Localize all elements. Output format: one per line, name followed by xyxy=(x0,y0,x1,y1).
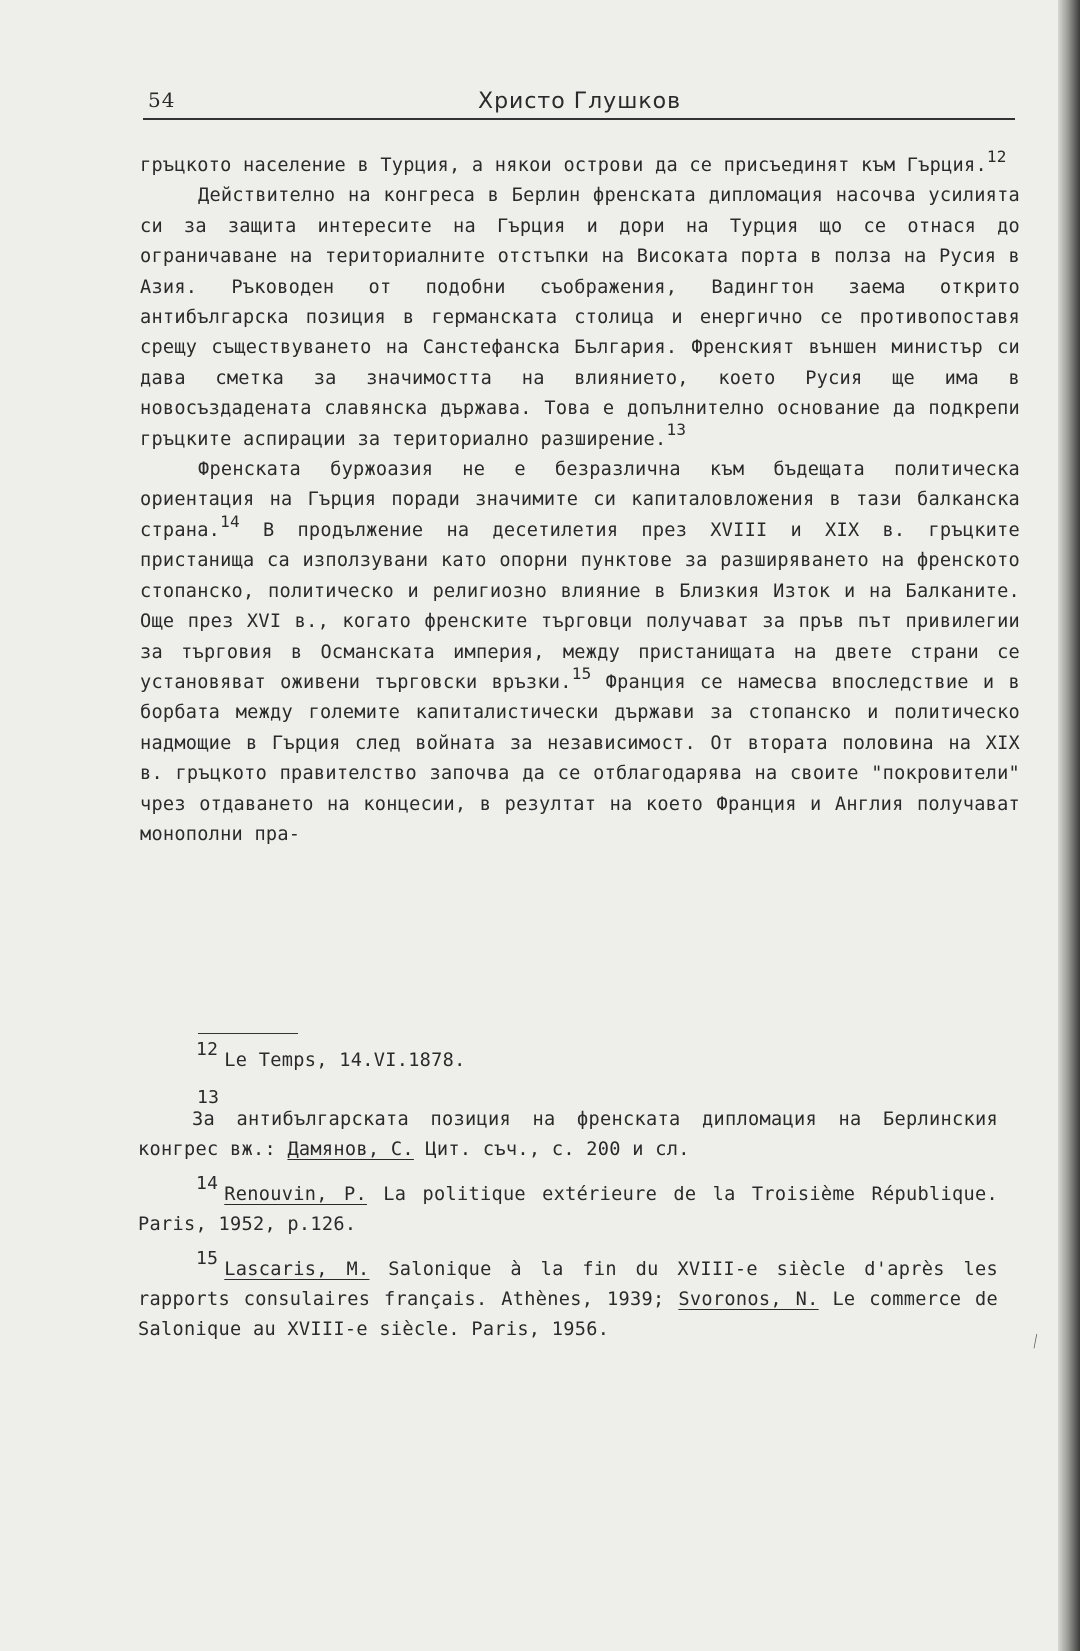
footnote-ref-13: 13 xyxy=(666,420,687,440)
footnote-ref-14: 14 xyxy=(220,511,240,531)
binding-shadow xyxy=(1058,0,1080,1651)
footnote-12-text: Le Temps, 14.VI.1878. xyxy=(224,1050,466,1071)
footnote-15-author-2: Svoronos, N. xyxy=(678,1289,819,1310)
page-header xyxy=(143,88,1015,120)
footnotes xyxy=(138,1038,999,1360)
paragraph-3-text-a: Френската буржоазия не е безразлична към бъдещата политическа ориентация на Гърция поради значимите си капиталовложения в тази балканска страна. xyxy=(140,459,1020,541)
footnote-15-author-1: Lascaris, M. xyxy=(224,1259,370,1280)
page-number: 54 xyxy=(148,88,176,112)
footnote-14 xyxy=(138,1172,998,1240)
footnote-13 xyxy=(138,1087,998,1165)
footnote-15 xyxy=(138,1247,999,1345)
running-title: Христо Глушков xyxy=(478,89,682,114)
footnote-13-text-a: За антибългарската позиция на френската дипломация на Берлинския конгрес вж.: xyxy=(138,1109,998,1160)
footnote-number-12: 12 xyxy=(196,1038,219,1060)
paragraph-1-text: гръцкото население в Турция, а някои острови да се присъединят към Гърция. xyxy=(140,155,987,176)
paragraph-2 xyxy=(140,181,1020,455)
pencil-mark-icon: ⁄ xyxy=(1029,1331,1042,1352)
footnote-number-14: 14 xyxy=(196,1172,219,1194)
footnote-15-text-1: Salonique à la fin du XVIII-e siècle d'après les rapports consulaires français. Athènes, 1939; xyxy=(138,1259,998,1310)
footnote-15-text-2: Le commerce de Salonique au XVIII-e siècle. Paris, 1956. xyxy=(138,1289,999,1340)
footnote-14-author: Renouvin, P. xyxy=(224,1184,367,1205)
footnote-13-text-b: Цит. съч., с. 200 и сл. xyxy=(413,1139,690,1160)
paragraph-2-text: Действително на конгреса в Берлин френската дипломация насочва усилията си за защита интересите на Гърция и дори на Турция що се отнася до ограничаване на териториалните отстъпки на Високата порта в полза на Русия в Азия. Ръководен от подобни съображения, Вадингтон заема открито антибългарска позиция в германската столица и енергично се противопоставя срещу съществуването на Санстефанска България. Френският външен министър си дава сметка за значимостта на влиянието, което Русия ще има в новосъздадената славянска държава. Това е допълнително основание да подкрепи гръцките аспирации за териториално разширение. xyxy=(140,185,1020,450)
footnote-14-text: La politique extérieure de la Troisième République. Paris, 1952, p.126. xyxy=(138,1184,998,1235)
footnote-ref-12: 12 xyxy=(986,146,1007,166)
paragraph-1 xyxy=(140,146,1020,181)
footnote-ref-15: 15 xyxy=(571,663,592,683)
paragraph-3-text-c: Франция се намесва впоследствие и в борбата между големите капиталистически държави за стопанско и политическо надмощие в Гърция след войната за независимост. От втората половина на XIX в. гръцкото правителство започва да се отблагодарява на своите "покровители" чрез отдаването на концесии, в резултат на което Франция и Англия получават монополни пра- xyxy=(140,671,1020,845)
footnote-13-author: Дамянов, С. xyxy=(287,1139,414,1160)
main-text xyxy=(140,146,1020,850)
paragraph-3 xyxy=(140,455,1020,850)
footnote-separator xyxy=(198,1033,298,1034)
footnote-number-13: 13 xyxy=(197,1087,220,1108)
footnote-number-15: 15 xyxy=(196,1247,219,1269)
paragraph-3-text-b: В продължение на десетилетия през XVIII и XIX в. гръцките пристанища са използувани като опорни пунктове за разширяването на френското стопанско, политическо и религиозно влияние в Близкия Изток и на Балканите. Още през XVI в., когато френските търговци получават за пръв път привилегии за търговия в Османската империя, между пристанищата на двете страни се установяват оживени търговски връзки. xyxy=(140,519,1020,693)
footnote-12 xyxy=(138,1038,998,1076)
